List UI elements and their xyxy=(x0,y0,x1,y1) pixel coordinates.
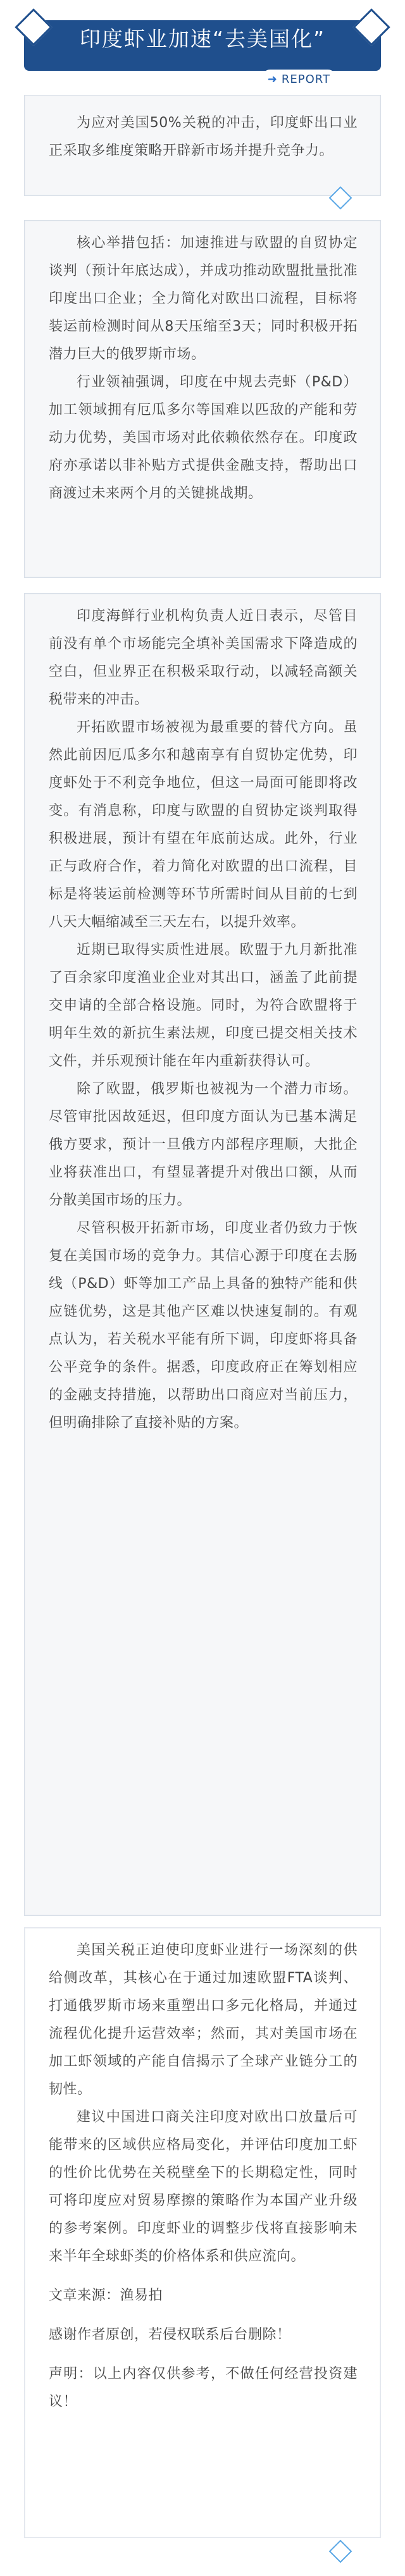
section-2-paragraph: 除了欧盟，俄罗斯也被视为一个潜力市场。尽管审批因故延迟，但印度方面认为已基本满足俄方要求，预计一旦俄方内部程序理顺，大批企业将获准出口，有望显著提升对俄出口额，从而分散美国市场的压力。 xyxy=(49,1081,358,1208)
intro-paragraph: 为应对美国50%关税的冲击，印度虾出口业正采取多维度策略开辟新市场并提升竞争力。 xyxy=(49,115,358,159)
section-2-paragraph: 印度海鲜行业机构负责人近日表示，尽管目前没有单个市场能完全填补美国需求下降造成的空白，但业界正在积极采取行动，以减轻高额关税带来的冲击。 xyxy=(49,608,358,708)
section-3-box xyxy=(24,1927,381,2538)
article-source: 文章来源：渔易拍 xyxy=(49,2288,163,2303)
header-banner xyxy=(24,14,381,90)
thanks-note: 感谢作者原创，若侵权联系后台删除！ xyxy=(49,2327,291,2343)
intro-box xyxy=(24,95,381,196)
section-3-paragraph: 美国关税正迫使印度虾业进行一场深刻的供给侧改革，其核心在于通过加速欧盟FTA谈判、打通俄罗斯市场来重塑出口多元化格局，并通过流程优化提升运营效率；然而，其对美国市场在加工虾领域的产能自信揭示了全球产业链分工的韧性。 xyxy=(49,1942,358,2097)
section-1-paragraph: 核心举措包括：加速推进与欧盟的自贸协定谈判（预计年底达成），并成功推动欧盟批量批准印度出口企业；全力简化对欧出口流程，目标将装运前检测时间从8天压缩至3天；同时积极开拓潜力巨大的俄罗斯市场。 xyxy=(49,235,358,362)
report-tag xyxy=(261,70,337,90)
section-1-box xyxy=(24,220,381,578)
section-1-paragraph: 行业领袖强调，印度在中规去壳虾（P&D）加工领域拥有厄瓜多尔等国难以匹敌的产能和劳动力优势，美国市场对此依赖依然存在。印度政府亦承诺以非补贴方式提供金融支持，帮助出口商渡过未来两个月的关键挑战期。 xyxy=(49,374,358,501)
section-2-paragraph: 近期已取得实质性进展。欧盟于九月新批准了百余家印度渔业企业对其出口，涵盖了此前提交申请的全部合格设施。同时，为符合欧盟将于明年生效的新抗生素法规，印度已提交相关技术文件，并乐观预计能在年内重新获得认可。 xyxy=(49,942,358,1069)
arrow-right-icon: ➜ xyxy=(267,73,278,86)
article-title: 印度虾业加速“去美国化” xyxy=(79,27,326,51)
report-label: REPORT xyxy=(281,73,330,86)
section-2-box xyxy=(24,593,381,1916)
disclaimer: 声明：以上内容仅供参考，不做任何经营投资建议！ xyxy=(49,2366,358,2410)
footer-diamond-icon xyxy=(329,2540,352,2563)
section-2-paragraph: 尽管积极开拓新市场，印度业者仍致力于恢复在美国市场的竞争力。其信心源于印度在去肠线（P&D）虾等加工产品上具备的独特产能和供应链优势，这是其他产区难以快速复制的。有观点认为，若关税水平能有所下调，印度虾将具备公平竞争的条件。据悉，印度政府正在筹划相应的金融支持措施，以帮助出口商应对当前压力，但明确排除了直接补贴的方案。 xyxy=(49,1220,358,1431)
section-2-paragraph: 开拓欧盟市场被视为最重要的替代方向。虽然此前因厄瓜多尔和越南享有自贸协定优势，印度虾处于不利竞争地位，但这一局面可能即将改变。有消息称，印度与欧盟的自贸协定谈判取得积极进展，预计有望在年底前达成。此外，行业正与政府合作，着力简化对欧盟的出口流程，目标是将装运前检测等环节所需时间从目前的七到八天大幅缩减至三天左右，以提升效率。 xyxy=(49,720,358,930)
section-3-paragraph: 建议中国进口商关注印度对欧出口放量后可能带来的区域供应格局变化，并评估印度加工虾的性价比优势在关税壁垒下的长期稳定性，同时可将印度应对贸易摩擦的策略作为本国产业升级的参考案例。印度虾业的调整步伐将直接影响未来半年全球虾类的价格体系和供应流向。 xyxy=(49,2109,358,2264)
